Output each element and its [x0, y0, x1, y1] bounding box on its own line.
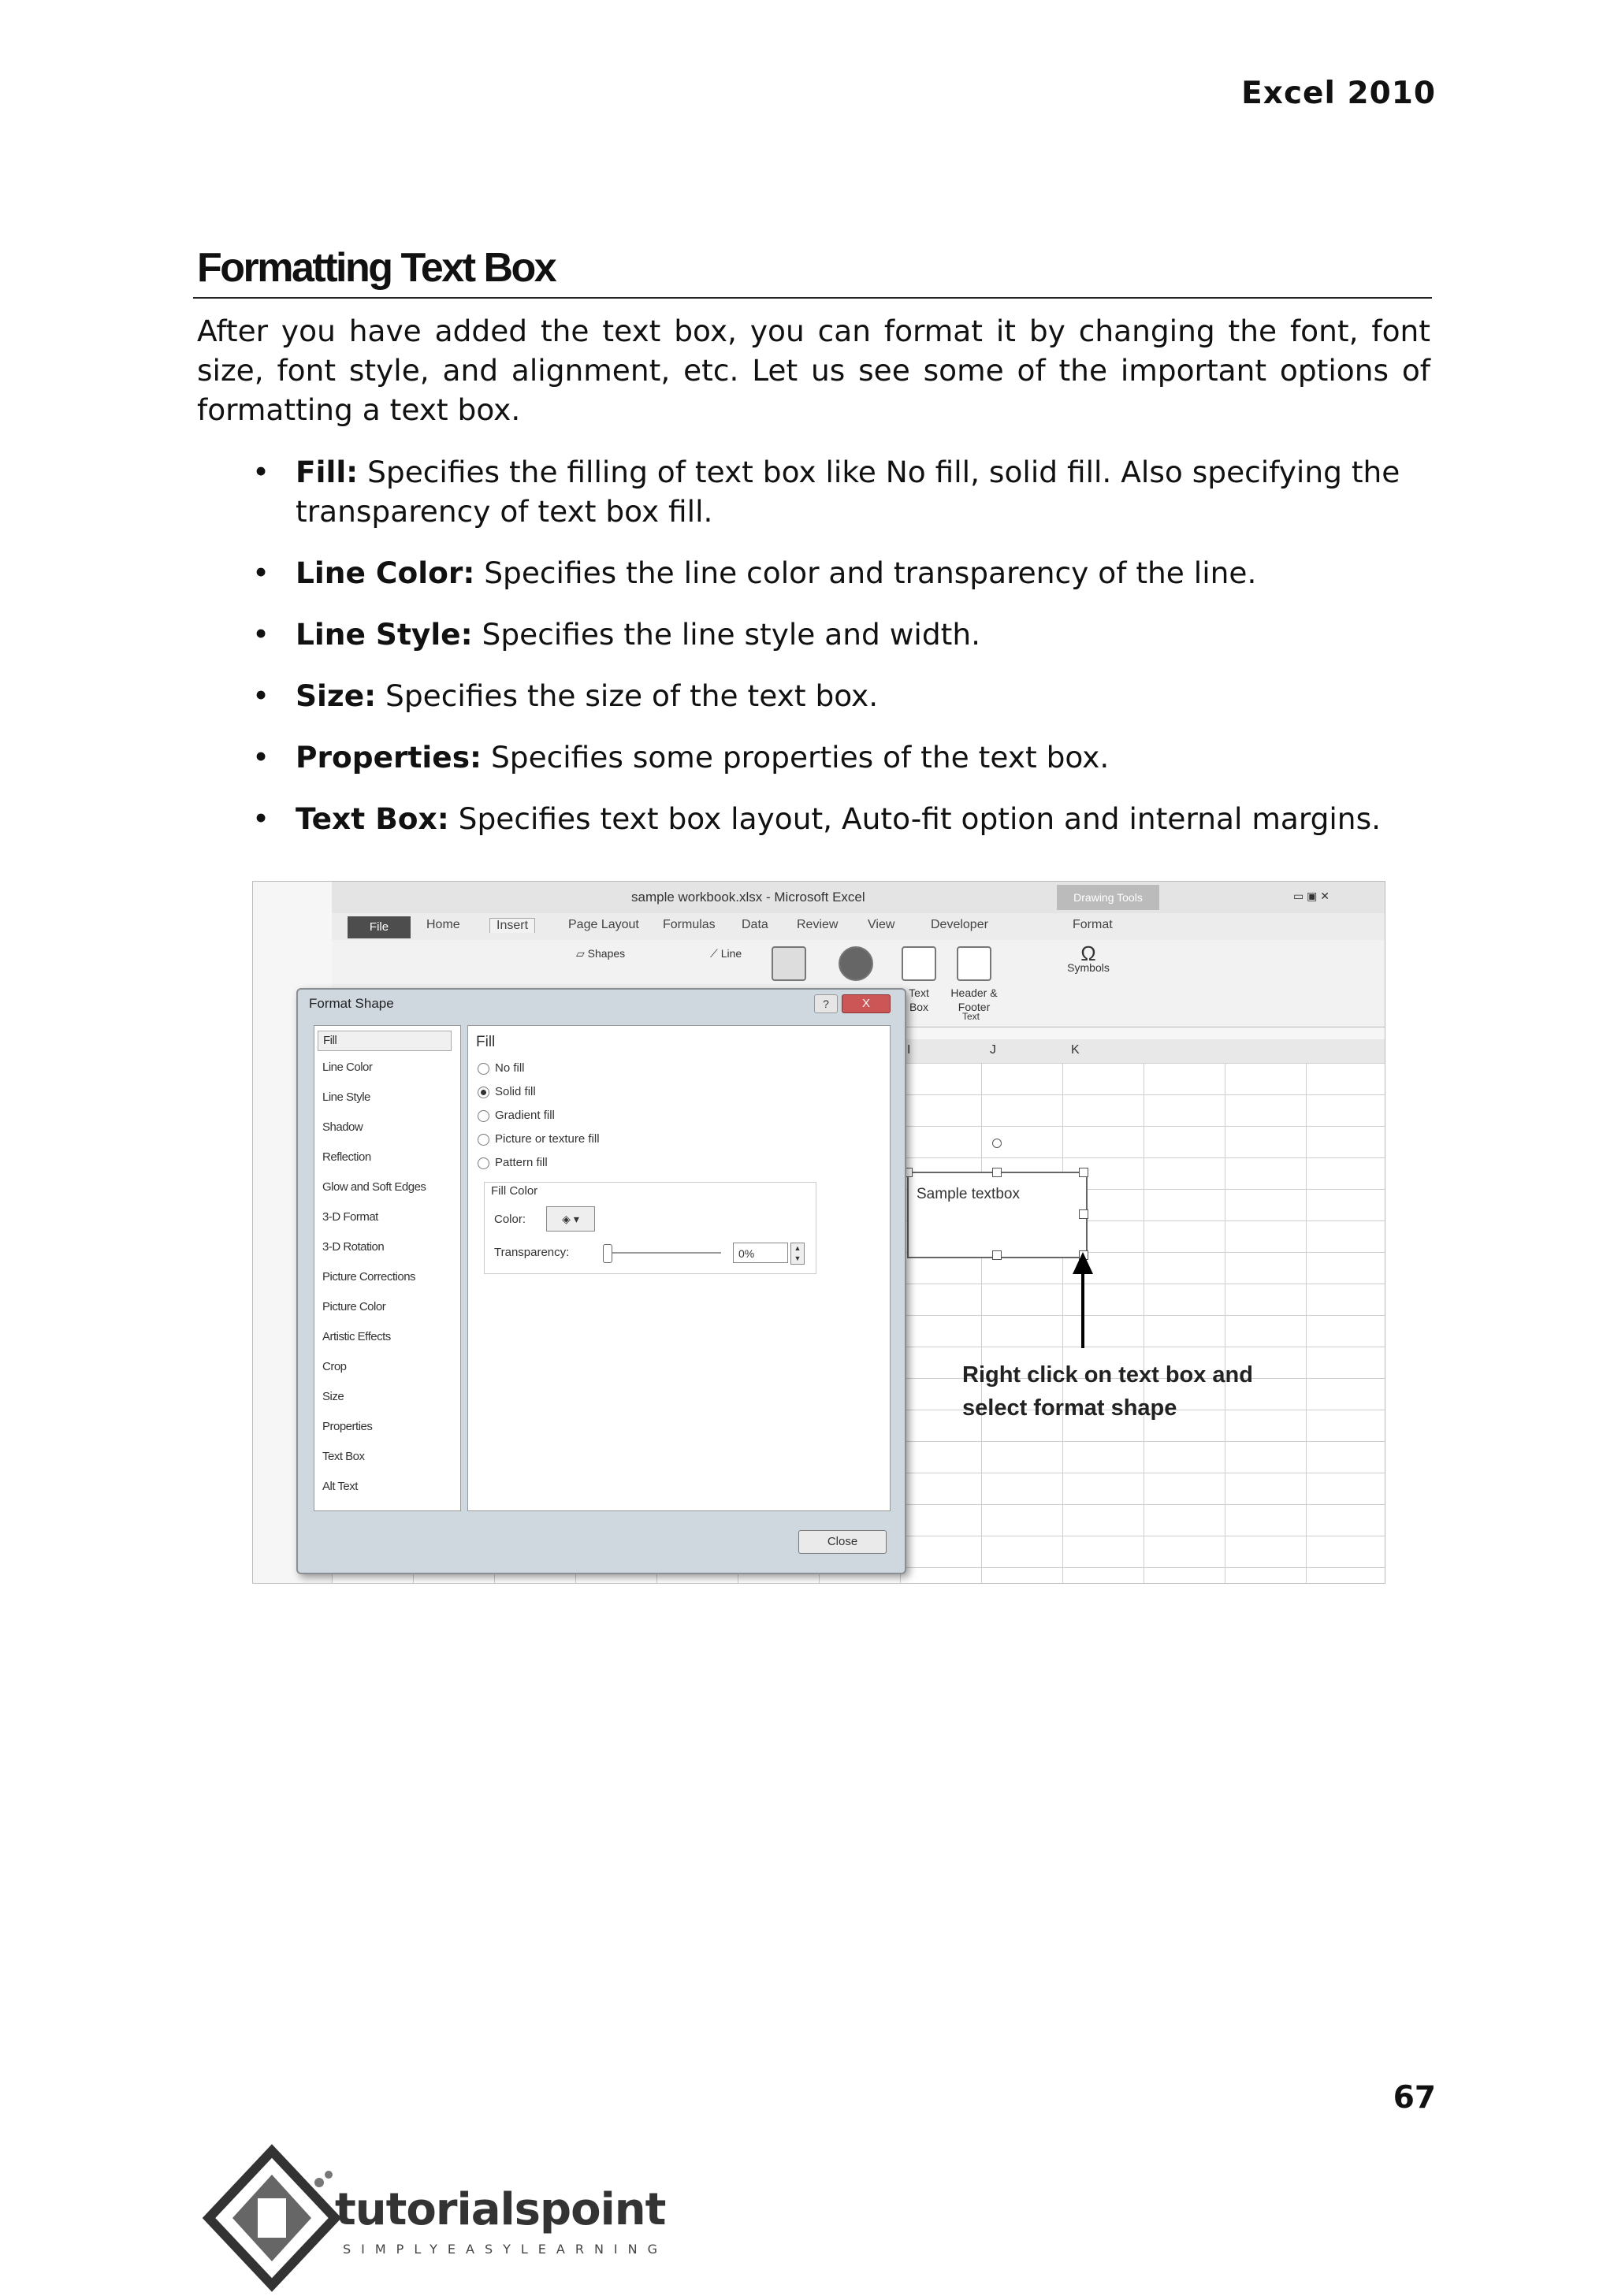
nav-item[interactable]: Text Box — [322, 1450, 365, 1463]
tab-review[interactable]: Review — [797, 918, 839, 931]
window-title: sample workbook.xlsx - Microsoft Excel — [631, 890, 865, 905]
list-item: • Properties: Specifies some properties of the text box. — [252, 740, 1110, 775]
option-label: Solid fill — [495, 1085, 536, 1098]
page-number: 67 — [1393, 2080, 1436, 2116]
rotate-handle[interactable] — [992, 1139, 1002, 1148]
tab-format[interactable]: Format — [1073, 918, 1113, 931]
spinner-icon[interactable]: ▲ ▼ — [790, 1243, 805, 1265]
list-item: • Fill: Specifies the filling of text box like No fill, solid fill. Also specifying the transparency of text box fill. — [252, 455, 1400, 529]
symbols-button[interactable] — [1065, 942, 1112, 975]
nav-item-fill[interactable]: Fill — [318, 1031, 452, 1051]
tab-data[interactable]: Data — [742, 918, 768, 931]
tutorialspoint-logo — [201, 2143, 674, 2296]
nav-item[interactable]: Shadow — [322, 1120, 363, 1134]
nav-item[interactable]: Line Style — [322, 1090, 370, 1104]
resize-handle[interactable] — [1079, 1209, 1088, 1219]
resize-handle[interactable] — [992, 1168, 1002, 1177]
slider-thumb[interactable] — [603, 1244, 612, 1263]
dialog-title: Format Shape — [309, 996, 394, 1011]
callout-text: Right click on text box and select format shape — [962, 1362, 1253, 1421]
text-box-icon — [902, 946, 936, 981]
column-header[interactable]: J — [990, 1043, 996, 1057]
nav-item[interactable]: Glow and Soft Edges — [322, 1180, 426, 1194]
bullet-term: Fill: — [296, 455, 359, 489]
textbox-text: Sample textbox — [917, 1186, 1020, 1202]
bullet-text: Specifies the filling of text box like No fill, solid fill. Also specifying the transparency of text box fill. — [296, 455, 1400, 529]
line-button[interactable] — [710, 946, 742, 960]
transparency-input[interactable]: 0% — [733, 1243, 788, 1263]
nav-item[interactable]: 3-D Format — [322, 1210, 378, 1224]
help-button[interactable]: ? — [814, 994, 838, 1013]
nav-item[interactable]: Picture Corrections — [322, 1270, 416, 1284]
nav-item[interactable]: Line Color — [322, 1061, 373, 1074]
tab-insert[interactable]: Insert — [489, 918, 535, 933]
title-rule — [193, 297, 1432, 299]
sample-textbox[interactable] — [907, 1172, 1088, 1258]
tab-page-layout[interactable]: Page Layout — [568, 918, 639, 931]
nav-item[interactable]: Crop — [322, 1360, 347, 1373]
header-footer-label: Header & Footer — [950, 986, 998, 1013]
tab-home[interactable]: Home — [426, 918, 460, 931]
line-chart-icon: ⟋ — [710, 947, 721, 960]
nav-item[interactable]: Artistic Effects — [322, 1330, 391, 1343]
panel-title: Fill — [476, 1034, 496, 1050]
logo-tagline: SIMPLYEASYLEARNING — [343, 2242, 668, 2257]
fill-color-label: Fill Color — [491, 1184, 538, 1198]
text-box-label: Text Box — [909, 986, 929, 1013]
list-item: • Size: Specifies the size of the text box. — [252, 678, 879, 713]
radio-pattern-fill[interactable] — [478, 1157, 489, 1169]
ribbon-tabs — [332, 913, 1385, 940]
group-text: Text — [962, 1011, 980, 1022]
format-shape-dialog — [296, 988, 906, 1574]
radio-picture-fill[interactable] — [478, 1134, 489, 1146]
dialog-close-x-button[interactable]: X — [842, 994, 891, 1013]
chevron-down-icon: ▾ — [573, 1213, 579, 1225]
bullet-text: Specifies text box layout, Auto-fit option and internal margins. — [448, 801, 1382, 836]
bullet-term: Line Color: — [296, 555, 475, 590]
resize-handle[interactable] — [1079, 1168, 1088, 1177]
paint-bucket-icon: ◈ — [562, 1213, 571, 1225]
bullet-text: Specifies the line color and transparency of the line. — [474, 555, 1257, 590]
intro-paragraph: After you have added the text box, you can format it by changing the font, font size, font style, and alignment, etc. Let us see some of the important options of formatting a text box. — [197, 314, 1430, 427]
list-item: • Text Box: Specifies text box layout, Auto-fit option and internal margins. — [252, 801, 1382, 836]
running-header: Excel 2010 — [1241, 76, 1436, 111]
excel-screenshot — [252, 881, 1385, 1584]
fill-color-group — [484, 1182, 816, 1274]
radio-no-fill[interactable] — [478, 1063, 489, 1075]
option-list — [236, 452, 1430, 860]
slicer-icon — [772, 946, 806, 981]
shapes-label: Shapes — [587, 947, 626, 960]
bullet-term: Size: — [296, 678, 377, 713]
list-item: • Line Color: Specifies the line color and transparency of the line. — [252, 555, 1257, 590]
resize-handle[interactable] — [992, 1250, 1002, 1260]
color-picker-dropdown[interactable] — [546, 1206, 595, 1232]
header-footer-button[interactable] — [946, 946, 1002, 1014]
window-controls[interactable]: ▭ ▣ ✕ — [1293, 890, 1330, 902]
nav-item[interactable]: Picture Color — [322, 1300, 386, 1313]
section-title: Formatting Text Box — [197, 245, 556, 291]
option-label: Pattern fill — [495, 1156, 548, 1169]
callout-arrow — [1081, 1261, 1084, 1348]
nav-item[interactable]: Reflection — [322, 1150, 371, 1164]
nav-item[interactable]: Alt Text — [322, 1480, 358, 1493]
transparency-slider[interactable] — [603, 1252, 721, 1254]
shapes-icon: ▱ — [576, 947, 588, 960]
option-label: No fill — [495, 1061, 525, 1075]
line-label: Line — [720, 947, 742, 960]
bullet-text: Specifies the size of the text box. — [376, 678, 879, 713]
column-header[interactable]: I — [907, 1043, 911, 1057]
tab-developer[interactable]: Developer — [931, 918, 988, 931]
symbols-label: Symbols — [1067, 961, 1110, 974]
drawing-tools-tab[interactable]: Drawing Tools — [1057, 885, 1159, 910]
list-item: • Line Style: Specifies the line style and width. — [252, 617, 981, 652]
bullet-term: Text Box: — [296, 801, 449, 836]
transparency-label: Transparency: — [494, 1246, 570, 1259]
radio-gradient-fill[interactable] — [478, 1110, 489, 1122]
color-label: Color: — [494, 1213, 526, 1226]
excel-title-bar — [332, 882, 1385, 914]
radio-solid-fill[interactable] — [478, 1087, 489, 1098]
close-button[interactable]: Close — [798, 1530, 887, 1554]
shapes-button[interactable] — [576, 946, 625, 960]
tab-view[interactable]: View — [868, 918, 895, 931]
bullet-text: Specifies some properties of the text box. — [482, 740, 1110, 775]
bullet-term: Line Style: — [296, 617, 473, 652]
dialog-nav — [314, 1025, 461, 1511]
nav-item[interactable]: Properties — [322, 1420, 373, 1433]
tab-file[interactable]: File — [348, 916, 411, 938]
nav-item[interactable]: 3-D Rotation — [322, 1240, 385, 1254]
column-header[interactable]: K — [1071, 1043, 1080, 1057]
omega-icon: Ω — [1080, 942, 1096, 965]
hyperlink-globe-icon — [839, 946, 873, 981]
fill-panel — [467, 1025, 891, 1511]
option-label: Gradient fill — [495, 1109, 555, 1122]
option-label: Picture or texture fill — [495, 1132, 600, 1146]
bullet-text: Specifies the line style and width. — [472, 617, 981, 652]
logo-wordmark: tutorialspoint — [335, 2184, 666, 2235]
nav-item[interactable]: Size — [322, 1390, 344, 1403]
bullet-term: Properties: — [296, 740, 482, 775]
tab-formulas[interactable]: Formulas — [663, 918, 716, 931]
header-footer-icon — [957, 946, 991, 981]
